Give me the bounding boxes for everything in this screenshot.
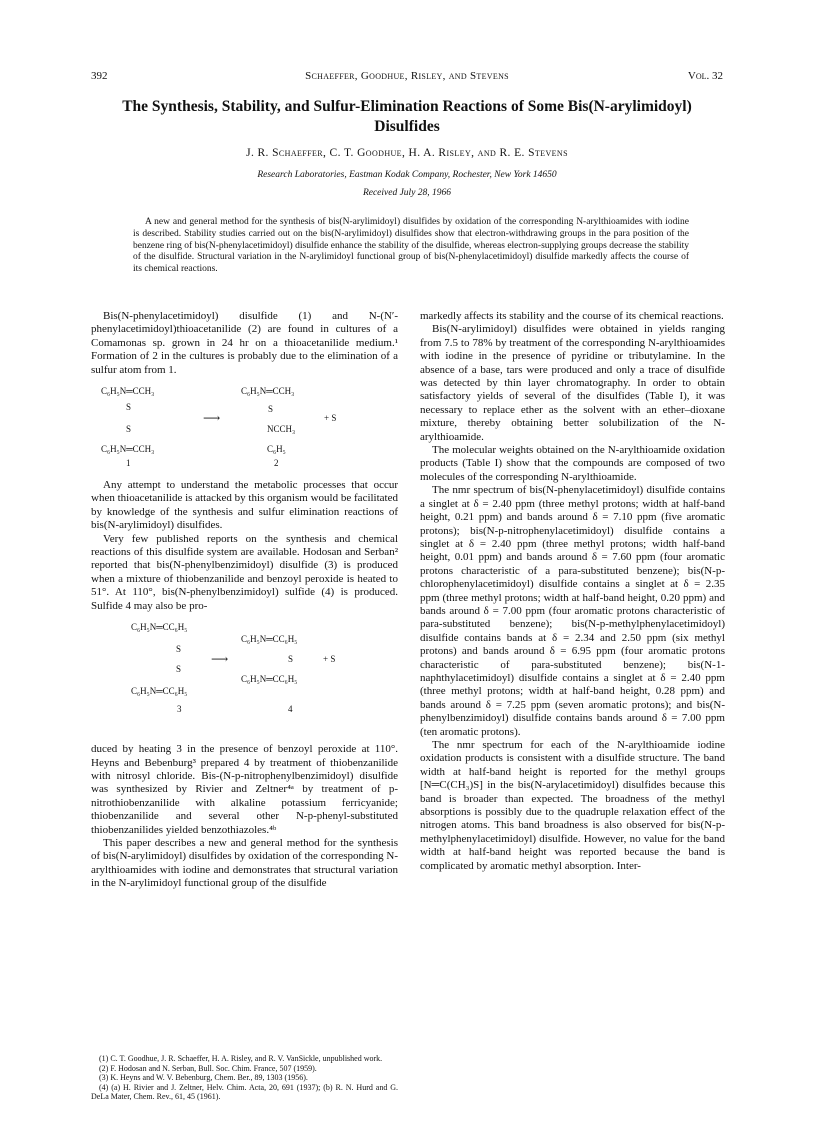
formula: C₆H₅ (267, 444, 286, 455)
formula: C₆H₅N═CCH₃ (241, 386, 295, 397)
reaction-scheme-2 (91, 619, 398, 737)
formula: S (288, 654, 294, 665)
footnote: (4) (a) H. Rivier and J. Zeltner, Helv. Chim. Acta, 20, 691 (1937); (b) R. N. Hurd and G. DeLa Mater, Chem. Rev., 61, 45 (1961). (91, 1082, 398, 1101)
reaction-arrow: ⟶ (203, 411, 221, 426)
affiliation: Research Laboratories, Eastman Kodak Company, Rochester, New York 14650 (257, 170, 557, 180)
received-date: Received July 28, 1966 (362, 188, 452, 198)
paragraph: This paper describes a new and general method for the synthesis of bis(N-arylimidoyl) disulfides by oxidation of the corresponding N-arylthioamides with iodine and demonstrates that structural variation in the N-arylimidoyl functional group of the disulfide (91, 836, 398, 890)
article-title: The Synthesis, Stability, and Sulfur-Elimination Reactions of Some Bis(N-arylimidoyl) Disulfides (122, 98, 692, 135)
footnote: (2) F. Hodosan and N. Serban, Bull. Soc. Chim. France, 507 (1959). (99, 1063, 317, 1073)
formula: C₆H₅N═CC₆H₅ (241, 674, 298, 685)
compound-number: 1 (126, 458, 131, 469)
volume-label: Vol. 32 (687, 70, 723, 82)
formula: C₆H₅N═CC₆H₅ (131, 686, 188, 697)
page-number: 392 (91, 70, 108, 82)
compound-number: 2 (274, 458, 279, 469)
paragraph: The nmr spectrum of bis(N-phenylacetimidoyl) disulfide contains a singlet at δ = 2.40 ppm (three methyl protons; width at half-band height, 0.21 ppm) and bands around δ = 7.10 ppm (five aromatic protons); bis(N-p-nitrophenylacetimidoyl) disulfide contains a singlet at δ = 2.40 ppm (three methyl protons; width half-band height, 0.01 ppm) and bands around δ = 7.60 ppm (four aromatic protons characteristic of a para-substituted benzene); bis(N-p-chlorophenylacetimidoyl) disulfide contains a singlet at δ = 2.35 ppm (three methyl protons; width at half-band height, 0.20 ppm) and bands around δ = 7.00 ppm (four aromatic protons characteristic of para-substituted benzene); bis(N-p-methylphenylacetimidoyl) disulfide contains bands at δ = 2.34 and 2.50 ppm (six methyl protons) and bands around δ = 6.95 ppm (four aromatic protons characteristic of para-substituted benzene); bis(N-1-naphthylacetimidoyl) disulfide contains a singlet at δ = 2.40 ppm (three methyl protons; width at half-band height, 0.28 ppm) and bands around δ = 7.25 ppm (seven aromatic protons); and bis(N-phenylbenzimidoyl) disulfide contains bands around δ = 7.00 ppm (ten aromatic protons). (420, 484, 725, 738)
paragraph: The nmr spectrum for each of the N-arylthioamide iodine oxidation products is consistent with a disulfide structure. The band width at half-band height is reported for the methyl groups [N═C(CH₃)S] in the bis(N-arylacetimidoyl) disulfides because this band is broader than expected. The broadness of the methyl absorptions is possibly due to the quadruple relaxation effect of the nitrogen atoms. This band broadness is also observed for bis(N-p-methylphenylacetimidoyl) disulfide. However, no value for the band width at half-band height was reported because the band is complicated by aromatic methyl absorption. Inter- (420, 739, 725, 872)
reaction-arrow: ⟶ (211, 652, 229, 667)
formula: S (126, 402, 132, 413)
abstract: A new and general method for the synthesis of bis(N-arylimidoyl) disulfides by oxidation of the corresponding N-arylthioamides with iodine is described. Stability studies carried out on the bis(N-arylimidoyl) disulfides show that electron-withdrawing groups in the para position of the benzene ring of bis(N-phenylacetimidoyl) disulfide enhance the stability of the disulfide, whereas electron-supplying groups decrease the stability of the disulfide. Structural variation in the N-arylimidoyl functional group of bis(N-phenylacetimidoyl) disulfide markedly affects the course of its chemical reactions. (133, 217, 689, 275)
compound-number: 3 (177, 704, 182, 715)
footnote: (3) K. Heyns and W. V. Bebenburg, Chem. Ber., 89, 1303 (1956). (99, 1073, 308, 1082)
footnote: (1) C. T. Goodhue, J. R. Schaeffer, H. A. Risley, and R. V. VanSickle, unpublished work. (99, 1054, 383, 1063)
left-column (91, 310, 398, 891)
paragraph: The molecular weights obtained on the N-arylthioamide oxidation products (Table I) show that the compounds are composed of two molecules of the corresponding N-arylthioamide. (420, 444, 725, 483)
sulfur-product: + S (323, 654, 336, 665)
sulfur-product: + S (324, 413, 337, 424)
formula: S (176, 664, 182, 675)
formula: C₆H₅N═CCH₃ (101, 386, 155, 397)
paragraph: markedly affects its stability and the course of its chemical reactions. (420, 310, 724, 322)
reaction-scheme-1 (91, 383, 398, 473)
paragraph: Bis(N-arylimidoyl) disulfides were obtained in yields ranging from 7.5 to 78% by treatment of the corresponding N-arylthioamides with iodine in the presence of pyridine or tributylamine. In the absence of a base, tars were produced and only a trace of disulfide was detected by thin layer chromatography. In order to obtain satisfactory yields of several of the disulfides (Table I), it was necessary to replace ether as the solvent with an ether–dioxane mixture, thereby obtaining better solubilization of the N-arylthioamide. (420, 323, 725, 443)
author-list: J. R. Schaeffer, C. T. Goodhue, H. A. Risley, and R. E. Stevens (246, 147, 568, 159)
paragraph: Bis(N-phenylacetimidoyl) disulfide (1) and N-(N′-phenylacetimidoyl)thioacetanilide (2) are found in cultures of a Comamonas sp. grown in 24 hr on a thioacetanilide medium.¹ Formation of 2 in the cultures is probably due to the elimination of a sulfur atom from 1. (91, 310, 398, 376)
compound-number: 4 (288, 704, 293, 715)
running-head: Schaeffer, Goodhue, Risley, and Stevens (305, 70, 509, 82)
formula: S (268, 404, 274, 415)
formula: C₆H₅N═CCH₃ (101, 444, 155, 455)
formula: C₆H₅N═CC₆H₅ (241, 634, 298, 645)
paragraph: duced by heating 3 in the presence of benzoyl peroxide at 110°. Heyns and Bebenburg³ prepared 4 by treatment of thiobenzanilide with nitrosyl chloride. Bis-(N-p-nitrophenylbenzimidoyl) disulfide was synthesized by Rivier and Zeltner⁴ᵃ by treatment of p-nitrothiobenzanilide with alkaline potassium ferricyanide; thiobenzanilide and several other N-p-phenyl-substituted thiobenzanilides yielded benzothiazoles.⁴ᵇ (91, 743, 398, 836)
formula: S (126, 424, 132, 435)
formula: NCCH₃ (267, 424, 296, 435)
paragraph: Very few published reports on the synthesis and chemical reactions of this disulfide system are available. Hodosan and Serban² reported that bis(N-phenylbenzimidoyl) disulfide (3) is produced when a mixture of thiobenzanilide and benzoyl peroxide is heated to 51°. At 110°, bis(N-phenylbenzimidoyl) sulfide (4) is produced. Sulfide 4 may also be pro- (91, 532, 398, 612)
right-column (420, 310, 725, 873)
footnotes (91, 1054, 398, 1102)
formula: C₆H₅N═CC₆H₅ (131, 622, 188, 633)
formula: S (176, 644, 182, 655)
paragraph: Any attempt to understand the metabolic processes that occur when thioacetanilide is attacked by this organism would be facilitated by knowledge of the synthesis and sulfur elimination reactions of bis(N-arylimidoyl) disulfides. (91, 479, 398, 532)
